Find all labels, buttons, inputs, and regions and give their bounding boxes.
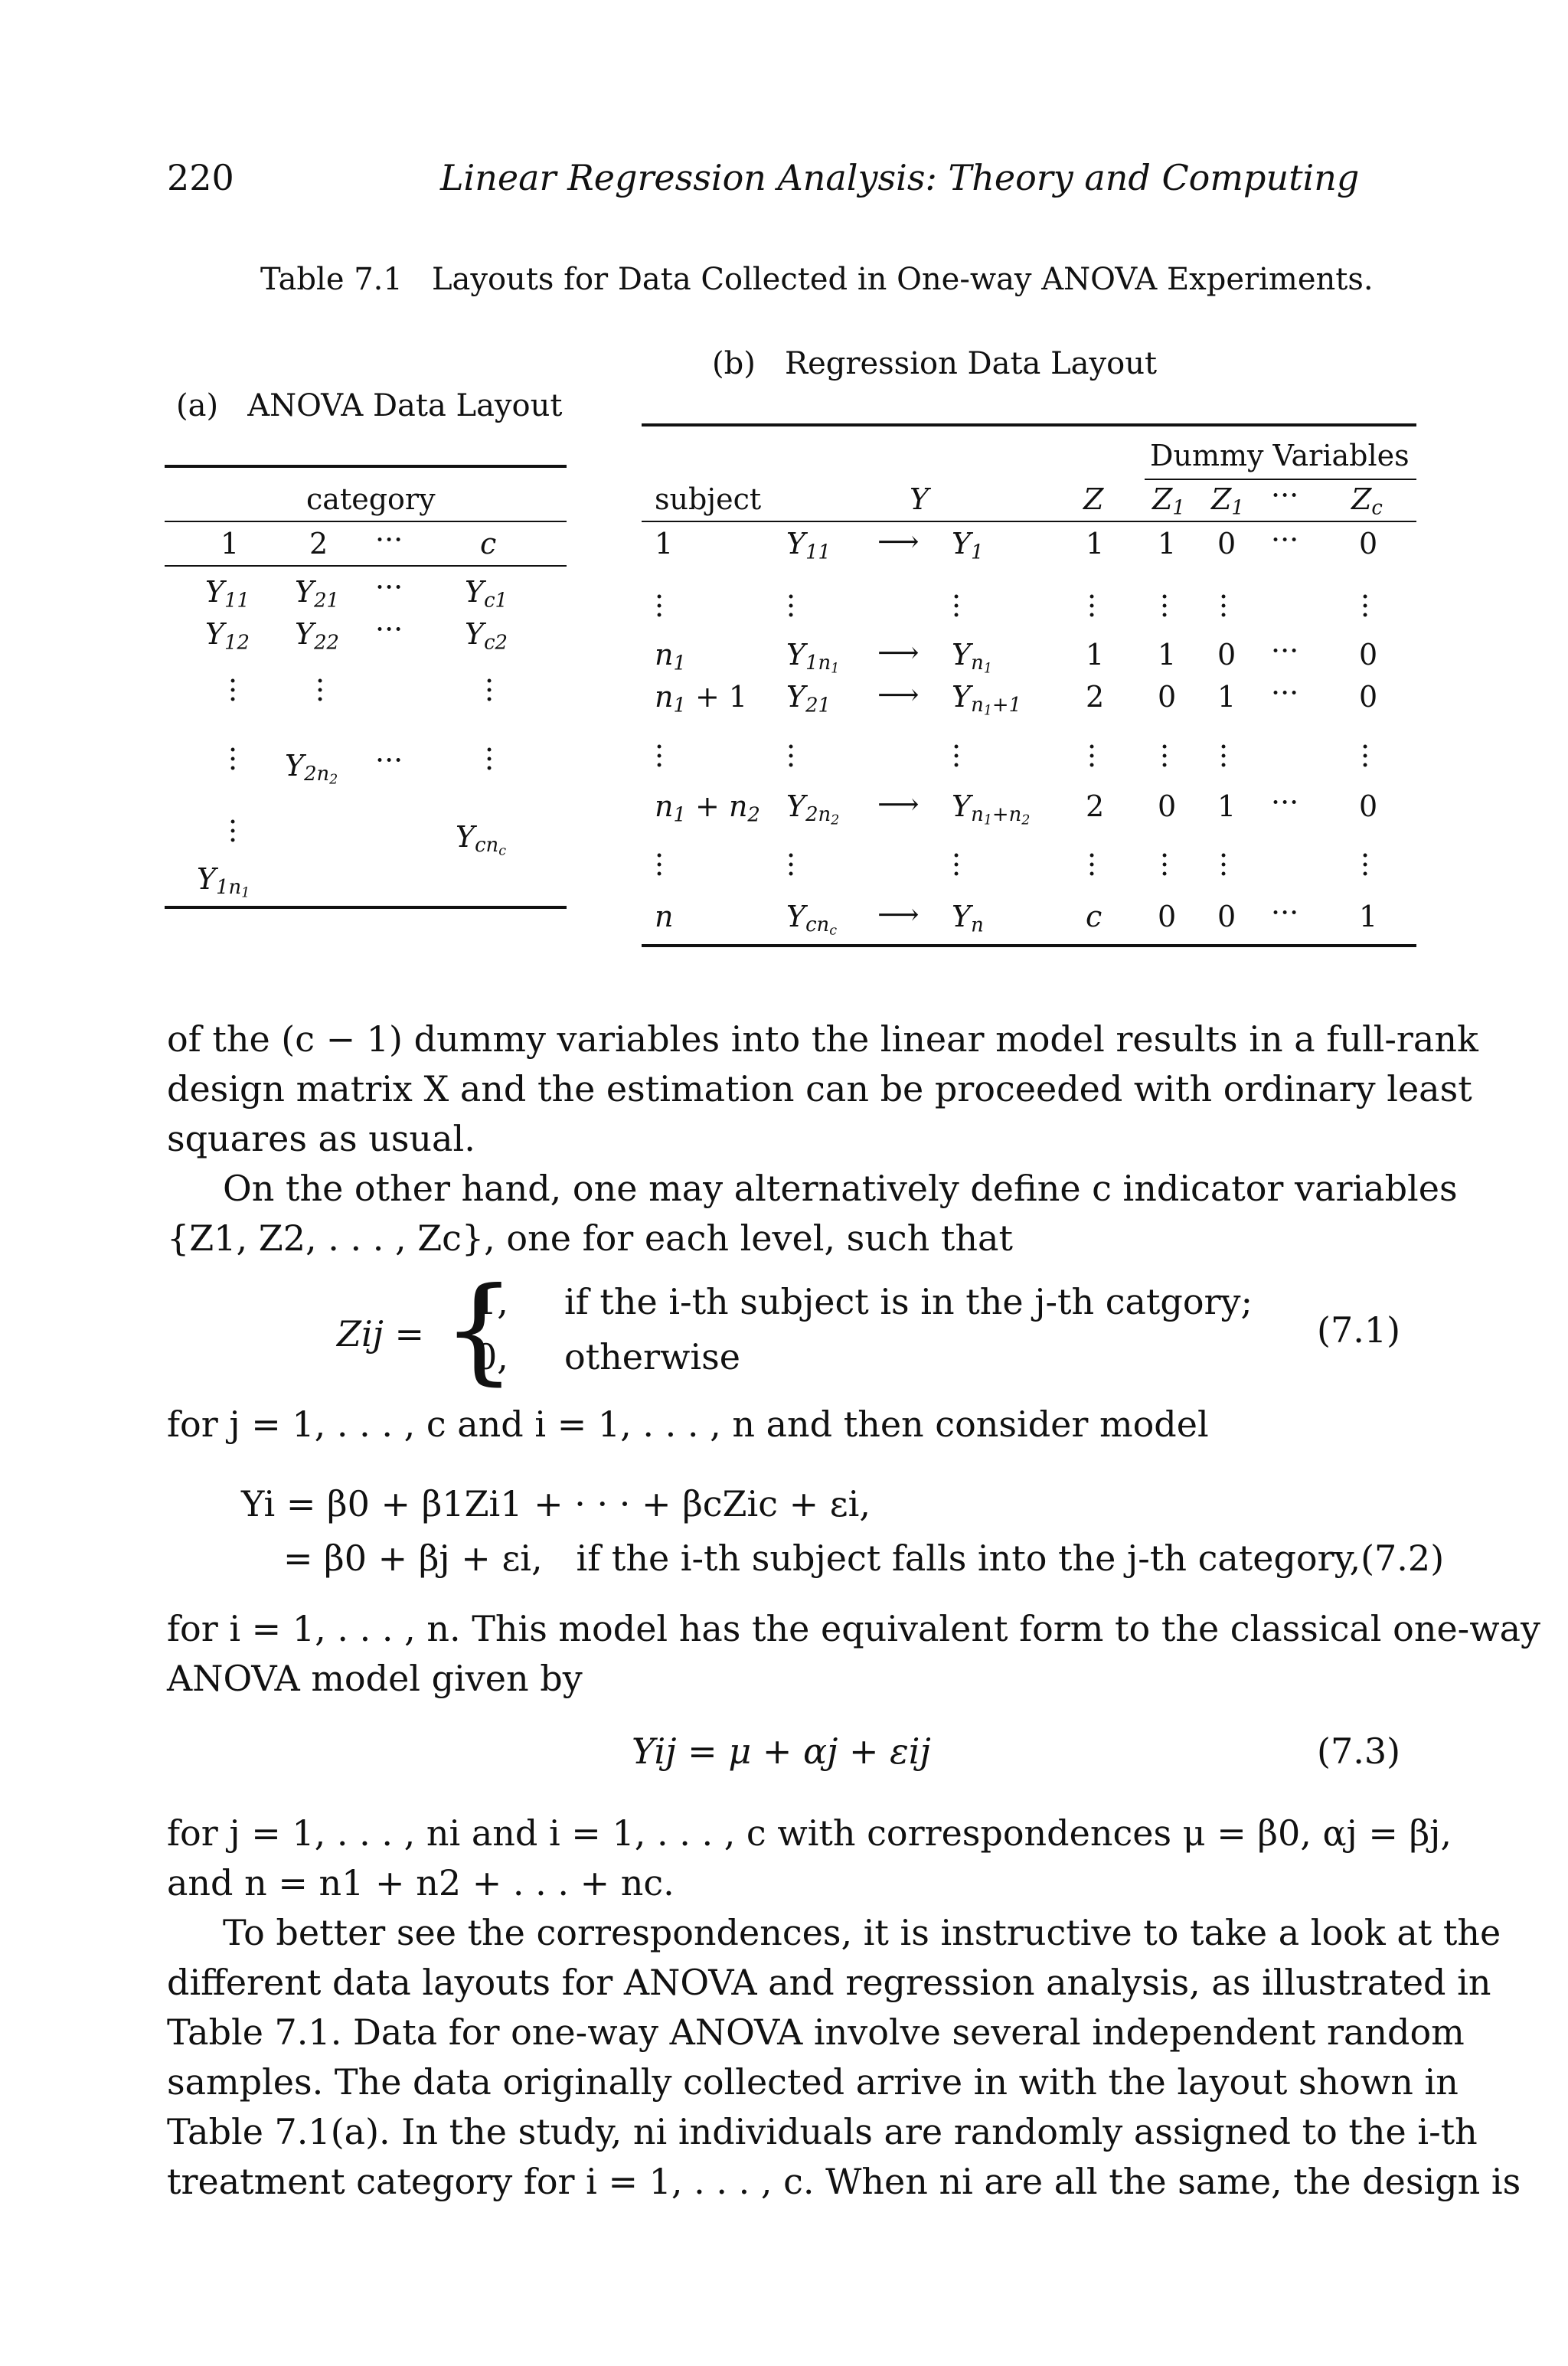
row-n1-dots: ··· — [1271, 634, 1299, 668]
text-line: Table 7.1(a). In the study, ni individuals are randomly assigned to the i-th — [167, 2111, 1478, 2152]
vdots: . . . — [1087, 571, 1097, 623]
col-dots: ··· — [1271, 479, 1299, 512]
eq73-label: (7.3) — [1317, 1730, 1401, 1772]
col-z1: $Z_1$ — [1152, 482, 1185, 520]
row1-subject: 1 — [655, 527, 674, 560]
paragraph-1 — [167, 1015, 1478, 1164]
vdots: . . . — [1361, 830, 1370, 882]
col-subject: subject — [655, 482, 762, 516]
cell-dots: ··· — [375, 570, 403, 604]
text-line: design matrix X and the estimation can be proceeded with ordinary least — [167, 1068, 1472, 1109]
row-n-y: $Y_{cn_c}$ — [786, 900, 838, 939]
text-line: for j = 1, . . . , c and i = 1, . . . , n and then consider model — [167, 1404, 1209, 1445]
col-zc: $Z_c$ — [1351, 482, 1383, 520]
row1-yout: $Y_1$ — [952, 527, 984, 564]
row-n-dots: ··· — [1271, 896, 1299, 930]
paragraph-3 — [167, 1400, 1401, 1449]
text-line: treatment category for i = 1, . . . , c. When ni are all the same, the design is — [167, 2161, 1521, 2202]
cell-y22: $Y_{22}$ — [295, 617, 339, 655]
text-line: Table 7.1. Data for one-way ANOVA involve several independent random — [167, 2011, 1465, 2053]
eq73-expr: Yij = μ + αj + εij — [632, 1730, 931, 1772]
paragraph-5 — [167, 1809, 1452, 1908]
vdots: . . . — [228, 796, 238, 848]
text-line: {Z1, Z2, . . . , Zc}, one for each level, such that — [167, 1217, 1013, 1259]
row1-arrow: ⟶ — [877, 525, 920, 558]
panel-b-title: (b) Regression Data Layout — [712, 346, 1158, 381]
vdots: . . . — [655, 721, 665, 773]
panel-b-bottom-rule — [642, 944, 1416, 947]
row-n1-y: $Y_{1n_1}$ — [786, 638, 840, 677]
row-n1p1-zc: 0 — [1359, 680, 1378, 714]
vdots: . . . — [1219, 830, 1229, 882]
eq72-line2: = β0 + βj + εi, if the i-th subject falls into the j-th category,(7.2) — [283, 1538, 1445, 1579]
panel-a-col-rule — [165, 565, 567, 567]
vdots: . . . — [1087, 721, 1097, 773]
row-n1n2-z1b: 1 — [1217, 789, 1236, 823]
row1-dots: ··· — [1271, 523, 1299, 557]
vdots: . . . — [315, 655, 325, 708]
row1-y: $Y_{11}$ — [786, 527, 831, 564]
col-z: Z — [1083, 482, 1104, 516]
row-n-arrow: ⟶ — [877, 897, 920, 931]
eq71-case1: 1, if the i-th subject is in the j-th catgory; — [475, 1281, 1253, 1322]
vdots: . . . — [485, 655, 495, 708]
row1-z: 1 — [1086, 527, 1105, 560]
row-n-yout: $Y_n$ — [952, 900, 984, 937]
row-n1-z1: 1 — [1158, 638, 1177, 672]
text-line: and n = n1 + n2 + . . . + nc. — [167, 1862, 675, 1904]
paragraph-4 — [167, 1604, 1540, 1704]
vdots: . . . — [1160, 571, 1170, 623]
eq71-case2: 0, otherwise — [475, 1336, 740, 1377]
cell-y21: $Y_{21}$ — [295, 575, 339, 613]
vdots: . . . — [228, 655, 238, 708]
vdots: . . . — [1160, 830, 1170, 882]
eq72-line1: Yi = β0 + β1Zi1 + · · · + βcZic + εi, — [241, 1483, 871, 1525]
eq71-label: (7.1) — [1317, 1309, 1401, 1351]
vdots: . . . — [655, 830, 665, 882]
row-n1p1-arrow: ⟶ — [877, 678, 920, 711]
vdots: . . . — [1361, 571, 1370, 623]
row-n-z1: 0 — [1158, 900, 1177, 933]
cell-y1n1: $Y_{1n_1}$ — [197, 862, 250, 901]
vdots: . . . — [228, 724, 238, 776]
text-line: To better see the correspondences, it is instructive to take a look at the — [223, 1912, 1501, 1953]
panel-a-header-rule — [165, 521, 567, 522]
text-line: samples. The data originally collected arrive in with the layout shown in — [167, 2061, 1459, 2103]
vdots: . . . — [1087, 830, 1097, 882]
row-n1-z: 1 — [1086, 638, 1105, 672]
panel-a-col-1: 1 — [220, 527, 240, 560]
row-n1p1-subject: $n_1 + 1$ — [655, 680, 748, 717]
vdots: . . . — [786, 571, 796, 623]
text-line: different data layouts for ANOVA and regression analysis, as illustrated in — [167, 1962, 1491, 2003]
cell-dots: ··· — [375, 613, 403, 646]
row1-z1: 1 — [1158, 527, 1177, 560]
vdots: . . . — [952, 721, 962, 773]
text-line: ANOVA model given by — [167, 1658, 583, 1699]
cell-y2n2: $Y_{2n_2}$ — [285, 749, 338, 788]
row-n1p1-z1b: 1 — [1217, 680, 1236, 714]
vdots: . . . — [786, 721, 796, 773]
row-n1p1-y: $Y_{21}$ — [786, 680, 831, 717]
vdots: . . . — [1219, 571, 1229, 623]
col-z1-second: $Z_1$ — [1211, 482, 1244, 520]
cell-dots: ··· — [375, 743, 403, 777]
cell-y12: $Y_{12}$ — [205, 617, 250, 655]
row-n-z: c — [1086, 900, 1102, 933]
panel-a-bottom-rule — [165, 906, 567, 909]
panel-a-col-c: c — [480, 527, 497, 560]
row-n1n2-zc: 0 — [1359, 789, 1378, 823]
vdots: . . . — [952, 830, 962, 882]
panel-b-top-rule — [642, 423, 1416, 426]
cell-ycnc: $Y_{cn_c}$ — [456, 820, 507, 859]
row-n1n2-yout: $Y_{n_1+n_2}$ — [952, 789, 1031, 828]
row-n-zc: 1 — [1359, 900, 1378, 933]
row1-z1b: 0 — [1217, 527, 1236, 560]
table-caption: Table 7.1 Layouts for Data Collected in One-way ANOVA Experiments. — [260, 262, 1374, 297]
row-n1p1-dots: ··· — [1271, 676, 1299, 710]
panel-a-col-dots: ··· — [375, 523, 403, 557]
row-n1-yout: $Y_{n_1}$ — [952, 638, 992, 677]
eq71-brace: { — [443, 1263, 516, 1397]
vdots: . . . — [1361, 721, 1370, 773]
vdots: . . . — [655, 571, 665, 623]
row-n1n2-dots: ··· — [1271, 786, 1299, 819]
row-n-subject: n — [655, 900, 674, 933]
eq71-lhs: Zij = — [337, 1313, 425, 1355]
row-n1-arrow: ⟶ — [877, 636, 920, 669]
dummy-variables-header: Dummy Variables — [1150, 439, 1410, 472]
panel-a-col-2: 2 — [309, 527, 328, 560]
vdots: . . . — [1219, 721, 1229, 773]
page-number: 220 — [167, 157, 234, 198]
vdots: . . . — [786, 830, 796, 882]
panel-b-header-rule — [642, 521, 1416, 522]
paragraph-2 — [167, 1164, 1458, 1263]
col-y: Y — [910, 482, 929, 516]
row-n1-subject: $n_1$ — [655, 638, 686, 675]
vdots: . . . — [952, 571, 962, 623]
row-n1-zc: 0 — [1359, 638, 1378, 672]
text-line: squares as usual. — [167, 1118, 475, 1159]
panel-a-category-header: category — [306, 482, 436, 516]
row-n1n2-subject: $n_1 + n_2$ — [655, 789, 760, 827]
panel-a-top-rule — [165, 465, 567, 468]
row-n1p1-z: 2 — [1086, 680, 1105, 714]
row-n1n2-arrow: ⟶ — [877, 787, 920, 821]
row-n1n2-z1: 0 — [1158, 789, 1177, 823]
vdots: . . . — [1160, 721, 1170, 773]
paragraph-6 — [167, 1908, 1521, 2207]
row1-zc: 0 — [1359, 527, 1378, 560]
text-line: for i = 1, . . . , n. This model has the equivalent form to the classical one-way — [167, 1608, 1540, 1649]
running-title: Linear Regression Analysis: Theory and Computing — [440, 157, 1360, 198]
text-line: for j = 1, . . . , ni and i = 1, . . . , c with correspondences μ = β0, αj = βj, — [167, 1812, 1452, 1854]
row-n1-z1b: 0 — [1217, 638, 1236, 672]
row-n1n2-y: $Y_{2n_2}$ — [786, 789, 840, 828]
text-line: of the (c − 1) dummy variables into the linear model results in a full-rank — [167, 1018, 1478, 1060]
text-line: On the other hand, one may alternatively define c indicator variables — [223, 1168, 1458, 1209]
cell-yc1: $Y_{c1}$ — [465, 575, 508, 613]
row-n1n2-z: 2 — [1086, 789, 1105, 823]
vdots: . . . — [485, 724, 495, 776]
row-n1p1-z1: 0 — [1158, 680, 1177, 714]
row-n1p1-yout: $Y_{n_1+1}$ — [952, 680, 1021, 719]
cell-yc2: $Y_{c2}$ — [465, 617, 508, 655]
panel-a-title: (a) ANOVA Data Layout — [176, 388, 563, 423]
row-n-z1b: 0 — [1217, 900, 1236, 933]
cell-y11: $Y_{11}$ — [205, 575, 250, 613]
